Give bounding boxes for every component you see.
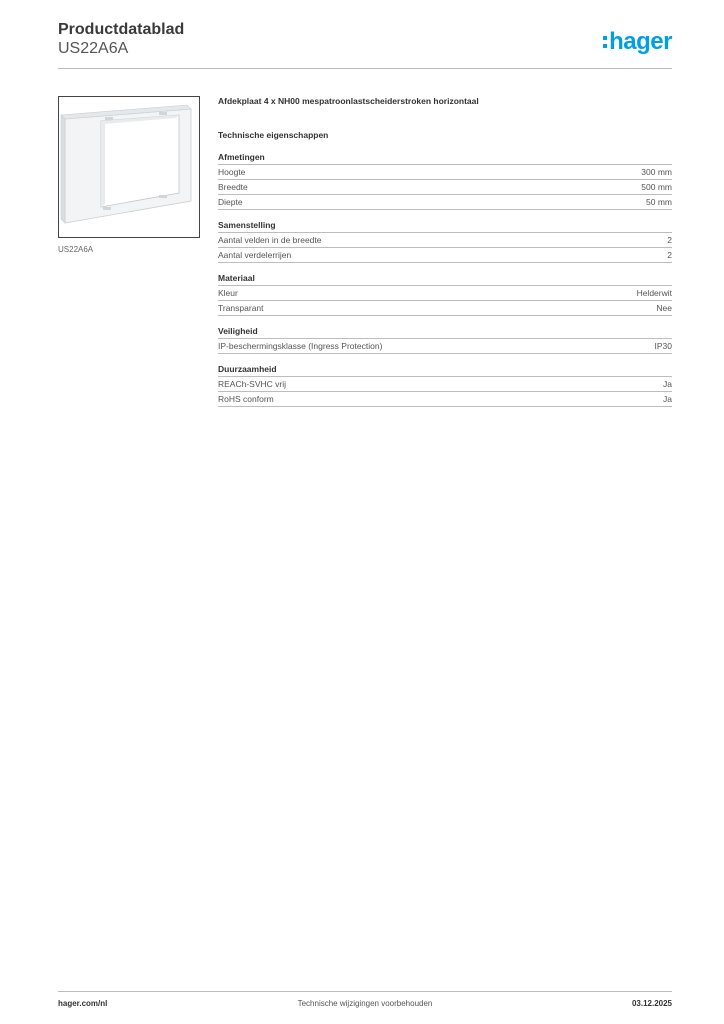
spec-row — [218, 392, 672, 407]
spec-row — [218, 339, 672, 354]
section-materiaal — [218, 273, 672, 316]
spec-value: 500 mm — [641, 182, 672, 192]
spec-value: 2 — [667, 250, 672, 260]
spec-label: Diepte — [218, 197, 243, 207]
footer-divider — [58, 991, 672, 992]
spec-label: Breedte — [218, 182, 248, 192]
section-title: Duurzaamheid — [218, 364, 672, 377]
spec-content — [218, 96, 672, 417]
spec-row — [218, 286, 672, 301]
spec-value: 300 mm — [641, 167, 672, 177]
page-header — [58, 20, 672, 58]
section-title: Veiligheid — [218, 326, 672, 339]
spec-row — [218, 301, 672, 316]
section-title: Afmetingen — [218, 152, 672, 165]
spec-label: Aantal verdelerrijen — [218, 250, 292, 260]
section-title: Materiaal — [218, 273, 672, 286]
spec-row — [218, 233, 672, 248]
section-afmetingen — [218, 152, 672, 210]
product-image — [58, 96, 200, 238]
spec-label: REACh-SVHC vrij — [218, 379, 287, 389]
spec-value: Ja — [663, 394, 672, 404]
page-title: Productdatablad — [58, 21, 185, 38]
spec-label: Kleur — [218, 288, 238, 298]
spec-label: Hoogte — [218, 167, 246, 177]
spec-row — [218, 248, 672, 263]
spec-value: Ja — [663, 379, 672, 389]
spec-row — [218, 195, 672, 210]
footer-date: 03.12.2025 — [631, 999, 672, 1008]
spec-label: Transparant — [218, 303, 264, 313]
header-divider — [58, 68, 672, 69]
hager-logo — [603, 28, 672, 56]
spec-value: IP30 — [654, 341, 672, 351]
spec-label: RoHS conform — [218, 394, 274, 404]
section-samenstelling — [218, 220, 672, 263]
footer-disclaimer: Technische wijzigingen voorbehouden — [297, 999, 433, 1008]
spec-value: Helderwit — [636, 288, 672, 298]
spec-row — [218, 165, 672, 180]
logo-dots-icon — [603, 36, 607, 48]
image-caption: US22A6A — [58, 245, 94, 254]
section-veiligheid — [218, 326, 672, 354]
spec-value: 50 mm — [646, 197, 672, 207]
product-description: Afdekplaat 4 x NH00 mespatroonlastscheiderstroken horizontaal — [218, 96, 479, 106]
spec-row — [218, 377, 672, 392]
technical-properties-heading: Technische eigenschappen — [218, 130, 329, 140]
logo-text: hager — [609, 28, 672, 55]
spec-label: IP-beschermingsklasse (Ingress Protection) — [218, 341, 383, 351]
section-duurzaamheid — [218, 364, 672, 407]
spec-value: 2 — [667, 235, 672, 245]
footer-website-link[interactable]: hager.com/nl — [58, 999, 108, 1008]
product-code: US22A6A — [58, 40, 129, 57]
spec-label: Aantal velden in de breedte — [218, 235, 322, 245]
spec-value: Nee — [656, 303, 672, 313]
spec-row — [218, 180, 672, 195]
cover-plate-illustration — [59, 97, 199, 237]
section-title: Samenstelling — [218, 220, 672, 233]
